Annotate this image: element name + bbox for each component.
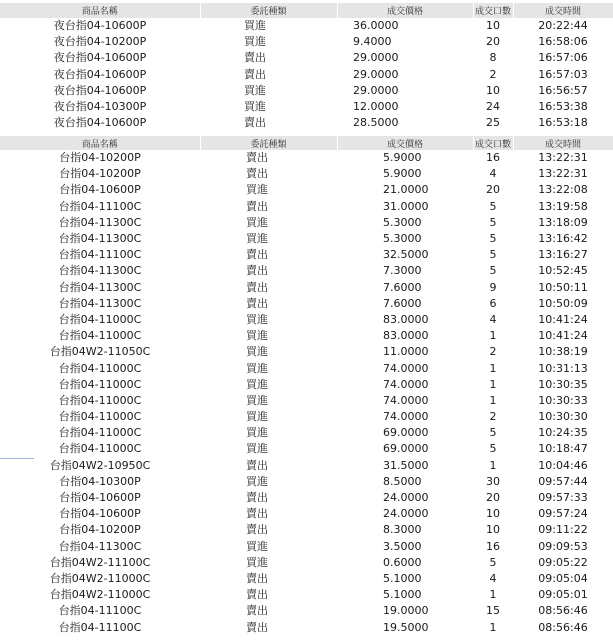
product-name-cell: 台指04-10600P [59, 183, 141, 197]
trade-quantity-cell: 5 [489, 264, 497, 278]
product-name-cell: 台指04W2-11100C [49, 555, 151, 569]
trade-price-cell: 83.0000 [383, 312, 429, 326]
product-name-cell: 台指04-11100C [58, 248, 142, 262]
trade-time-cell: 13:22:08 [538, 183, 588, 197]
trade-time-cell: 09:09:53 [538, 539, 588, 553]
product-name-cell: 台指04-11300C [58, 264, 142, 278]
trade-time-cell: 16:57:06 [538, 51, 588, 65]
product-name-cell: 台指04-11100C [58, 620, 142, 634]
table-row [0, 115, 613, 131]
order-type-cell: 買進 [246, 215, 268, 229]
order-type-cell: 賣出 [246, 199, 268, 213]
table-row [0, 522, 613, 538]
table-header-row [0, 136, 613, 150]
trade-quantity-cell: 20 [486, 491, 500, 505]
trade-quantity-cell: 6 [489, 296, 497, 310]
trade-time-cell: 09:57:24 [538, 507, 588, 521]
order-type-cell: 買進 [246, 474, 268, 488]
trade-quantity-cell: 16 [486, 151, 500, 165]
product-name-cell: 台指04-10200P [59, 167, 141, 181]
trade-price-cell: 69.0000 [383, 442, 429, 456]
product-name-cell: 台指04-11000C [58, 426, 142, 440]
trade-time-cell: 09:57:33 [538, 491, 588, 505]
trade-price-cell: 5.3000 [383, 215, 422, 229]
table-row [0, 425, 613, 441]
trade-price-cell: 5.9000 [383, 151, 422, 165]
table-row [0, 490, 613, 506]
trade-quantity-cell: 1 [489, 588, 497, 602]
order-type-cell: 買進 [246, 555, 268, 569]
trade-price-cell: 5.1000 [383, 588, 422, 602]
order-type-cell: 賣出 [246, 458, 268, 472]
order-type-cell: 買進 [246, 183, 268, 197]
table-row [0, 344, 613, 360]
table-row [0, 231, 613, 247]
trade-quantity-cell: 1 [489, 329, 497, 343]
order-type-cell: 買進 [244, 83, 266, 97]
table-row [0, 441, 613, 457]
order-type-cell: 買進 [246, 442, 268, 456]
trade-time-cell: 10:04:46 [538, 458, 588, 472]
table-row [0, 50, 613, 66]
day-session-trades-table [0, 136, 613, 636]
product-name-cell: 台指04-11000C [58, 312, 142, 326]
trade-quantity-cell: 24 [486, 100, 500, 114]
trade-quantity-cell: 10 [486, 507, 500, 521]
trade-time-cell: 10:30:30 [538, 410, 588, 424]
header-trade-price: 成交價格 [337, 136, 473, 150]
trade-price-cell: 5.9000 [383, 167, 422, 181]
trade-price-cell: 32.5000 [383, 248, 429, 262]
table-row [0, 247, 613, 263]
order-type-cell: 買進 [246, 377, 268, 391]
order-type-cell: 買進 [246, 361, 268, 375]
table-row [0, 280, 613, 296]
order-type-cell: 賣出 [246, 620, 268, 634]
trade-quantity-cell: 5 [489, 248, 497, 262]
product-name-cell: 夜台指04-10200P [53, 35, 147, 49]
header-trade-price: 成交價格 [337, 3, 473, 18]
trade-price-cell: 8.3000 [383, 523, 422, 537]
product-name-cell: 夜台指04-10600P [53, 67, 147, 81]
trade-price-cell: 5.3000 [383, 232, 422, 246]
product-name-cell: 台指04-10300P [59, 474, 141, 488]
trade-quantity-cell: 5 [489, 199, 497, 213]
product-name-cell: 台指04-11300C [58, 232, 142, 246]
header-order-type: 委託種類 [200, 3, 337, 18]
product-name-cell: 夜台指04-10600P [53, 116, 147, 130]
trade-time-cell: 16:53:38 [538, 100, 588, 114]
trade-price-cell: 74.0000 [383, 393, 429, 407]
table-row [0, 67, 613, 83]
trade-price-cell: 7.6000 [383, 280, 422, 294]
trade-quantity-cell: 16 [486, 539, 500, 553]
product-name-cell: 台指04-10200P [59, 523, 141, 537]
trade-price-cell: 29.0000 [353, 67, 399, 81]
trade-price-cell: 29.0000 [353, 51, 399, 65]
order-type-cell: 賣出 [246, 280, 268, 294]
trade-price-cell: 19.5000 [383, 620, 429, 634]
table-row [0, 603, 613, 619]
trade-time-cell: 16:56:57 [538, 83, 588, 97]
table-row [0, 571, 613, 587]
table-row [0, 377, 613, 393]
trade-quantity-cell: 10 [486, 19, 500, 33]
trade-price-cell: 19.0000 [383, 604, 429, 618]
trade-time-cell: 13:16:42 [538, 232, 588, 246]
trade-time-cell: 09:57:44 [538, 474, 588, 488]
order-type-cell: 賣出 [246, 604, 268, 618]
trade-quantity-cell: 10 [486, 523, 500, 537]
order-type-cell: 賣出 [244, 116, 266, 130]
trade-price-cell: 21.0000 [383, 183, 429, 197]
table-row [0, 296, 613, 312]
table-row [0, 150, 613, 166]
trade-price-cell: 7.6000 [383, 296, 422, 310]
product-name-cell: 台指04-11000C [58, 361, 142, 375]
trade-price-cell: 3.5000 [383, 539, 422, 553]
order-type-cell: 賣出 [246, 491, 268, 505]
trade-time-cell: 08:56:46 [538, 604, 588, 618]
trade-quantity-cell: 2 [489, 345, 497, 359]
trade-quantity-cell: 20 [486, 183, 500, 197]
product-name-cell: 台指04-11100C [58, 604, 142, 618]
header-product-name: 商品名稱 [0, 136, 200, 150]
table-row [0, 393, 613, 409]
table-row [0, 409, 613, 425]
order-type-cell: 賣出 [244, 51, 266, 65]
trade-quantity-cell: 5 [489, 232, 497, 246]
order-type-cell: 買進 [246, 345, 268, 359]
trade-quantity-cell: 1 [489, 393, 497, 407]
table-row [0, 312, 613, 328]
night-session-trades-table [0, 3, 613, 131]
trade-quantity-cell: 30 [486, 474, 500, 488]
trade-quantity-cell: 5 [489, 442, 497, 456]
product-name-cell: 台指04W2-10950C [49, 458, 151, 472]
trade-quantity-cell: 25 [486, 116, 500, 130]
trade-quantity-cell: 1 [489, 458, 497, 472]
trade-time-cell: 09:05:01 [538, 588, 588, 602]
trade-time-cell: 09:11:22 [538, 523, 588, 537]
order-type-cell: 賣出 [246, 248, 268, 262]
trade-time-cell: 10:38:19 [538, 345, 588, 359]
trade-time-cell: 10:52:45 [538, 264, 588, 278]
trade-price-cell: 12.0000 [353, 100, 399, 114]
trade-quantity-cell: 20 [486, 35, 500, 49]
product-name-cell: 台指04-11000C [58, 329, 142, 343]
table-row [0, 215, 613, 231]
trade-price-cell: 28.5000 [353, 116, 399, 130]
table-row [0, 587, 613, 603]
product-name-cell: 夜台指04-10300P [53, 100, 147, 114]
trade-time-cell: 16:58:06 [538, 35, 588, 49]
order-type-cell: 賣出 [246, 507, 268, 521]
trade-time-cell: 16:53:18 [538, 116, 588, 130]
trade-quantity-cell: 8 [489, 51, 497, 65]
trade-time-cell: 10:31:13 [538, 361, 588, 375]
product-name-cell: 台指04-11000C [58, 393, 142, 407]
header-order-type: 委託種類 [200, 136, 337, 150]
trade-price-cell: 9.4000 [353, 35, 392, 49]
product-name-cell: 台指04W2-11050C [49, 345, 151, 359]
trade-time-cell: 10:30:33 [538, 393, 588, 407]
trade-quantity-cell: 5 [489, 426, 497, 440]
order-type-cell: 賣出 [246, 264, 268, 278]
trade-quantity-cell: 1 [489, 361, 497, 375]
order-type-cell: 賣出 [246, 151, 268, 165]
trade-time-cell: 13:19:58 [538, 199, 588, 213]
product-name-cell: 台指04-11300C [58, 215, 142, 229]
table-row [0, 539, 613, 555]
order-type-cell: 賣出 [244, 67, 266, 81]
trade-time-cell: 10:24:35 [538, 426, 588, 440]
table-row [0, 199, 613, 215]
trade-quantity-cell: 1 [489, 377, 497, 391]
trade-time-cell: 08:56:46 [538, 620, 588, 634]
product-name-cell: 台指04-11300C [58, 539, 142, 553]
header-trade-time: 成交時間 [513, 3, 613, 18]
product-name-cell: 台指04-10200P [59, 151, 141, 165]
table-header-row [0, 3, 613, 18]
trade-price-cell: 24.0000 [383, 491, 429, 505]
trade-time-cell: 13:22:31 [538, 167, 588, 181]
trade-quantity-cell: 2 [489, 67, 497, 81]
trade-quantity-cell: 9 [489, 280, 497, 294]
trade-price-cell: 29.0000 [353, 83, 399, 97]
trade-quantity-cell: 1 [489, 620, 497, 634]
trade-price-cell: 69.0000 [383, 426, 429, 440]
order-type-cell: 買進 [244, 35, 266, 49]
trade-quantity-cell: 2 [489, 410, 497, 424]
trade-price-cell: 74.0000 [383, 361, 429, 375]
order-type-cell: 賣出 [246, 296, 268, 310]
trade-quantity-cell: 4 [489, 571, 497, 585]
trade-price-cell: 8.5000 [383, 474, 422, 488]
trade-price-cell: 11.0000 [383, 345, 429, 359]
table-row [0, 360, 613, 376]
order-type-cell: 買進 [246, 426, 268, 440]
table-row [0, 34, 613, 50]
trade-quantity-cell: 10 [486, 83, 500, 97]
trade-price-cell: 83.0000 [383, 329, 429, 343]
trade-time-cell: 10:18:47 [538, 442, 588, 456]
order-type-cell: 賣出 [246, 167, 268, 181]
trade-time-cell: 20:22:44 [538, 19, 588, 33]
table-row [0, 619, 613, 635]
product-name-cell: 台指04-10600P [59, 491, 141, 505]
trade-quantity-cell: 4 [489, 167, 497, 181]
trade-time-cell: 16:57:03 [538, 67, 588, 81]
product-name-cell: 夜台指04-10600P [53, 19, 147, 33]
header-trade-quantity: 成交口數 [473, 136, 513, 150]
trade-time-cell: 10:50:11 [538, 280, 588, 294]
trade-price-cell: 7.3000 [383, 264, 422, 278]
table-row [0, 83, 613, 99]
trade-quantity-cell: 5 [489, 555, 497, 569]
product-name-cell: 台指04-11300C [58, 296, 142, 310]
order-type-cell: 買進 [244, 19, 266, 33]
order-type-cell: 買進 [246, 329, 268, 343]
table-row [0, 99, 613, 115]
product-name-cell: 台指04-11300C [58, 280, 142, 294]
product-name-cell: 台指04W2-11000C [49, 571, 151, 585]
trade-price-cell: 36.0000 [353, 19, 399, 33]
table-row [0, 263, 613, 279]
order-type-cell: 買進 [246, 312, 268, 326]
table-row [0, 458, 613, 474]
trade-time-cell: 13:18:09 [538, 215, 588, 229]
header-trade-time: 成交時間 [513, 136, 613, 150]
table-row [0, 182, 613, 198]
trade-time-cell: 10:41:24 [538, 329, 588, 343]
table-row [0, 18, 613, 34]
decorative-divider [0, 458, 34, 459]
trade-time-cell: 10:50:09 [538, 296, 588, 310]
trade-quantity-cell: 5 [489, 215, 497, 229]
trade-time-cell: 09:05:04 [538, 571, 588, 585]
trade-quantity-cell: 15 [486, 604, 500, 618]
trade-price-cell: 31.0000 [383, 199, 429, 213]
order-type-cell: 買進 [246, 410, 268, 424]
order-type-cell: 賣出 [246, 588, 268, 602]
trade-price-cell: 0.6000 [383, 555, 422, 569]
order-type-cell: 買進 [246, 393, 268, 407]
trade-time-cell: 09:05:22 [538, 555, 588, 569]
trade-time-cell: 10:41:24 [538, 312, 588, 326]
trade-time-cell: 13:16:27 [538, 248, 588, 262]
product-name-cell: 台指04-11000C [58, 377, 142, 391]
header-product-name: 商品名稱 [0, 3, 200, 18]
trade-price-cell: 24.0000 [383, 507, 429, 521]
order-type-cell: 買進 [246, 232, 268, 246]
table-row [0, 555, 613, 571]
order-type-cell: 賣出 [246, 571, 268, 585]
table-row [0, 474, 613, 490]
product-name-cell: 夜台指04-10600P [53, 51, 147, 65]
trade-price-cell: 5.1000 [383, 571, 422, 585]
product-name-cell: 台指04-11000C [58, 410, 142, 424]
trade-price-cell: 31.5000 [383, 458, 429, 472]
product-name-cell: 台指04-11100C [58, 199, 142, 213]
table-row [0, 328, 613, 344]
header-trade-quantity: 成交口數 [473, 3, 513, 18]
order-type-cell: 買進 [246, 539, 268, 553]
trade-price-cell: 74.0000 [383, 410, 429, 424]
table-row [0, 166, 613, 182]
product-name-cell: 台指04-11000C [58, 442, 142, 456]
order-type-cell: 賣出 [246, 523, 268, 537]
trade-time-cell: 13:22:31 [538, 151, 588, 165]
trade-price-cell: 74.0000 [383, 377, 429, 391]
table-row [0, 506, 613, 522]
product-name-cell: 台指04-10600P [59, 507, 141, 521]
order-type-cell: 買進 [244, 100, 266, 114]
product-name-cell: 夜台指04-10600P [53, 83, 147, 97]
trade-time-cell: 10:30:35 [538, 377, 588, 391]
product-name-cell: 台指04W2-11000C [49, 588, 151, 602]
trade-quantity-cell: 4 [489, 312, 497, 326]
